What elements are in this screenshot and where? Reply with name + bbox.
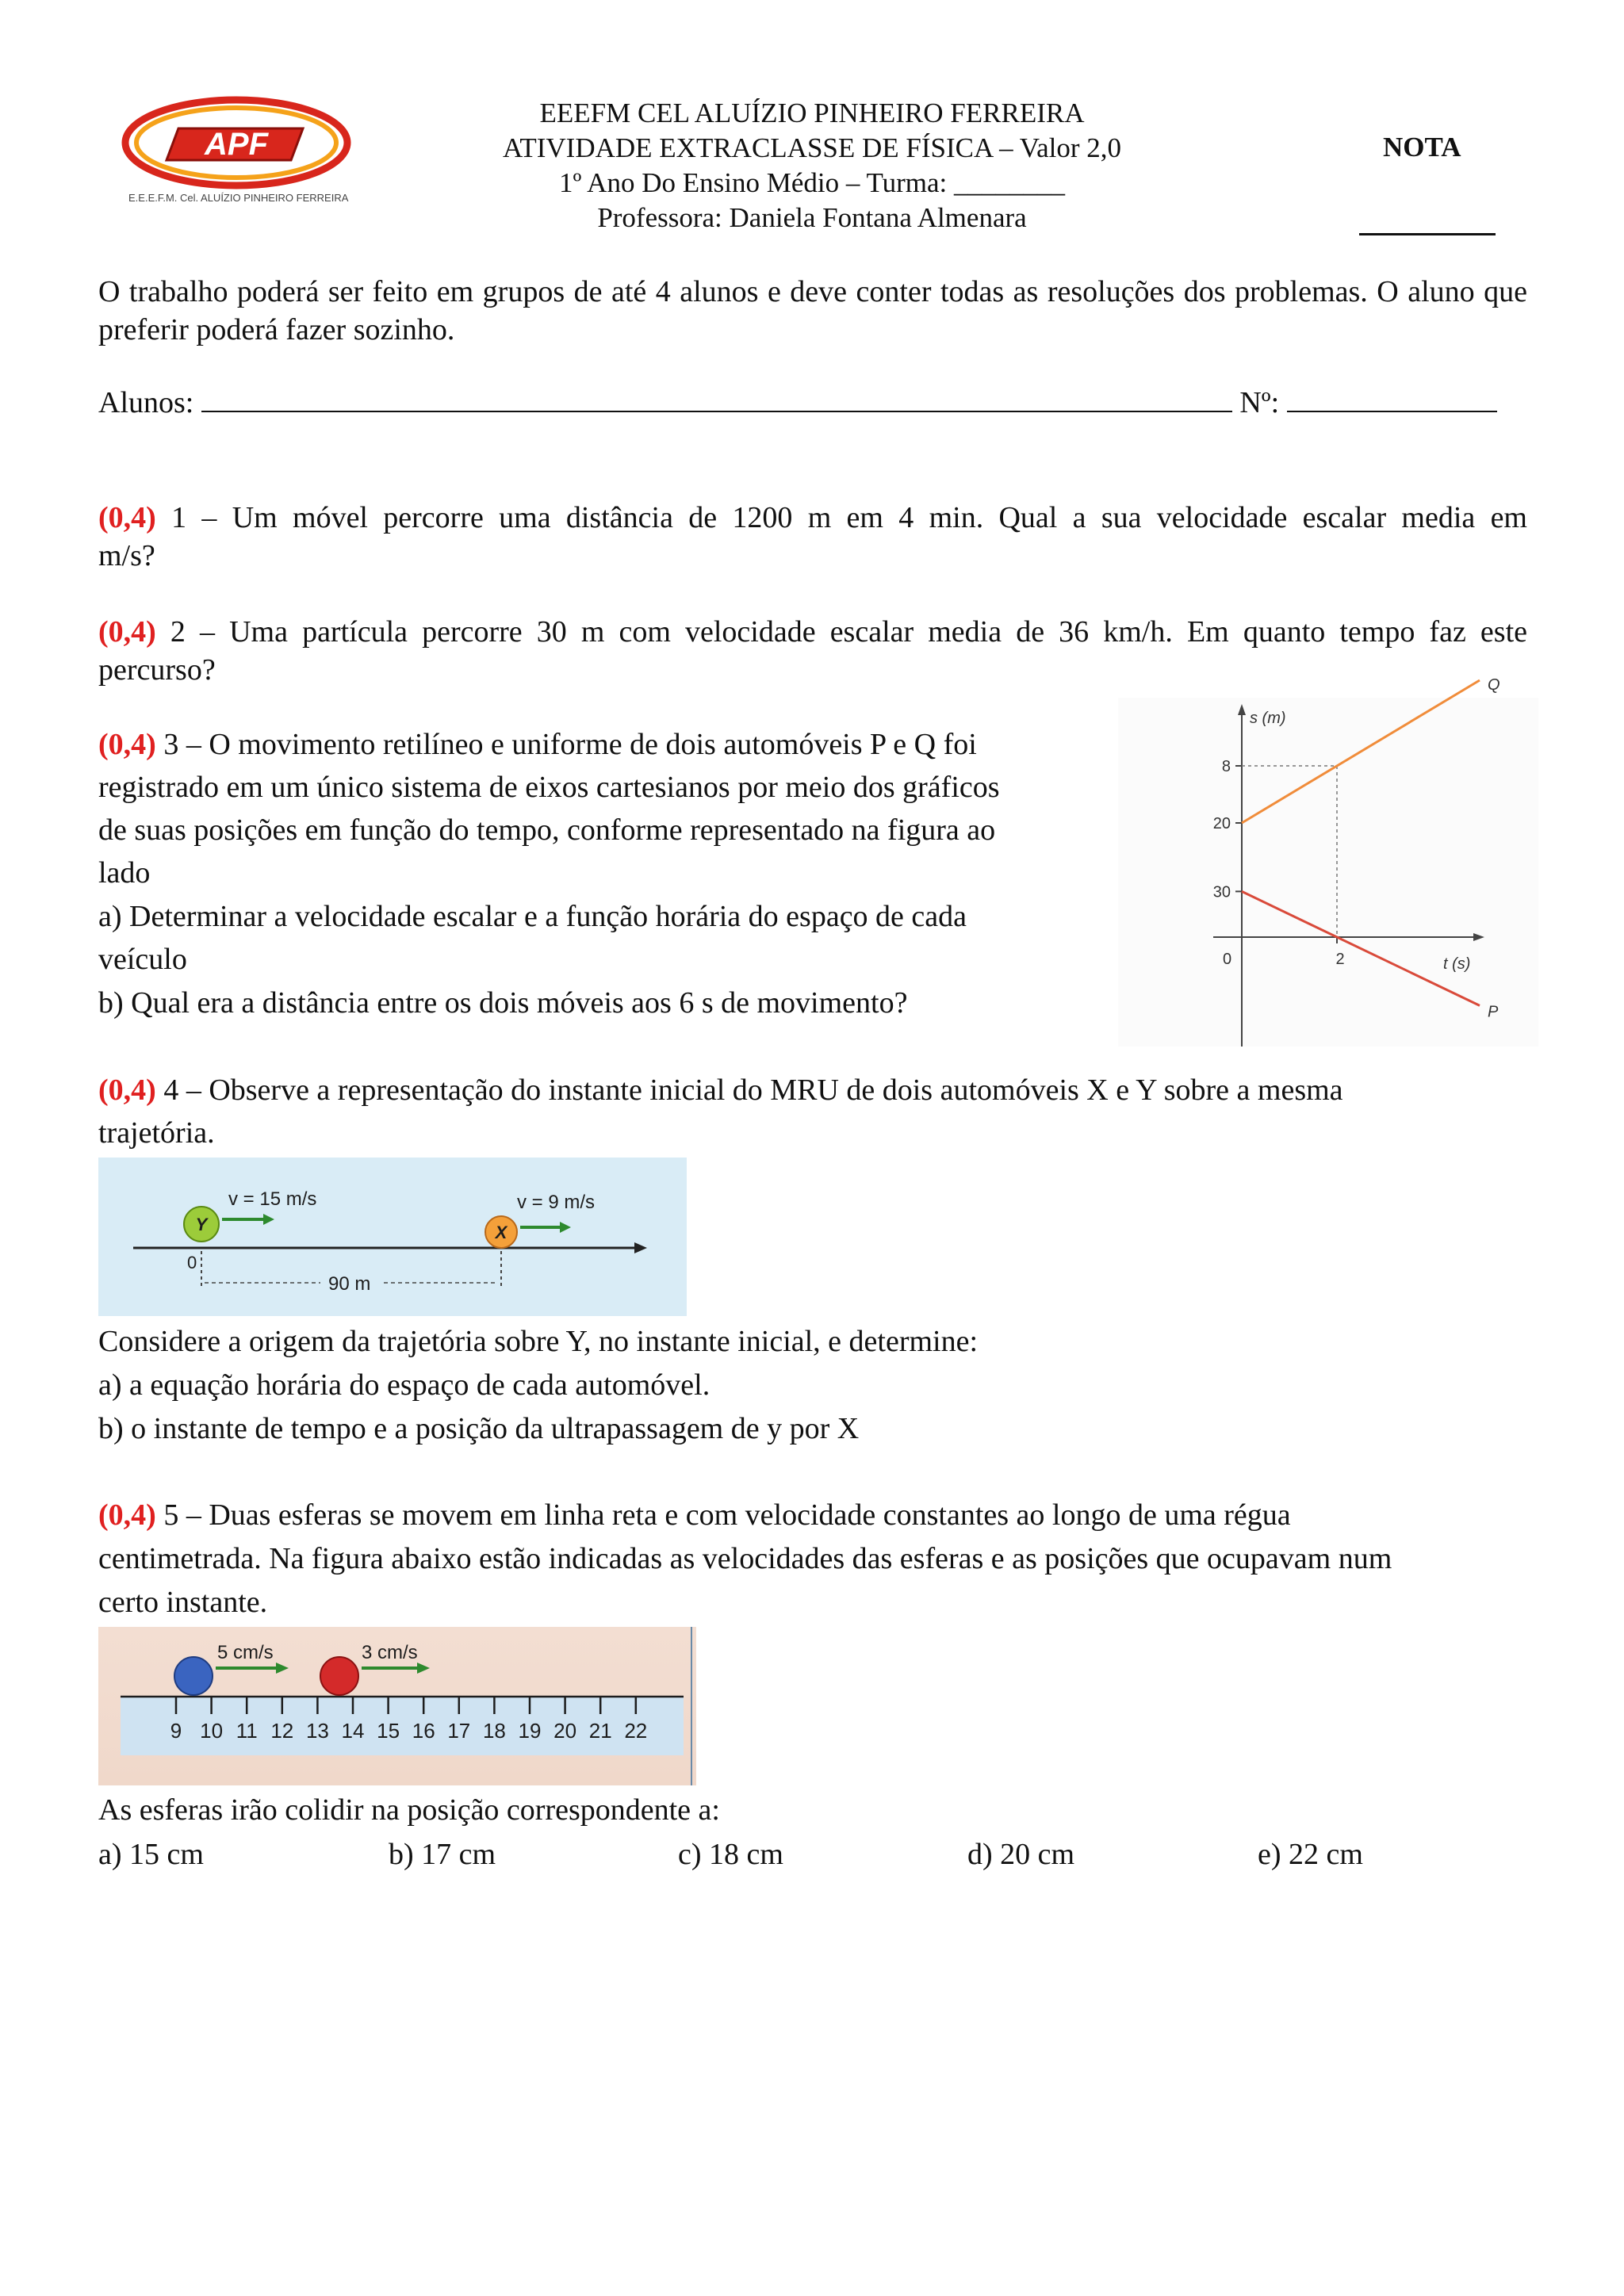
q3-line-4: lado bbox=[98, 856, 151, 890]
ruler-label-9: 9 bbox=[170, 1719, 182, 1743]
velocity-arrowhead-x bbox=[560, 1222, 571, 1233]
q5-prompt: As esferas irão colidir na posição correspondente a: bbox=[98, 1793, 720, 1827]
x-axis-arrow bbox=[1473, 933, 1484, 941]
x-tick-label-2: 2 bbox=[1335, 951, 1345, 968]
nota-label: NOTA bbox=[1383, 132, 1461, 163]
car-y-label: Y bbox=[195, 1215, 208, 1234]
velocity-red-label: 3 cm/s bbox=[362, 1642, 418, 1663]
velocity-arrowhead-blue bbox=[276, 1663, 289, 1674]
q1-text-cont: m/s? bbox=[98, 539, 155, 572]
trajectory-arrow bbox=[634, 1242, 647, 1253]
ruler-label-16: 16 bbox=[412, 1719, 435, 1743]
question-1 bbox=[98, 496, 1527, 539]
q4-points: (0,4) bbox=[98, 1073, 156, 1107]
origin-label: 0 bbox=[1223, 951, 1232, 968]
ruler-label-20: 20 bbox=[553, 1719, 577, 1743]
question-2 bbox=[98, 610, 1527, 653]
option-e[interactable]: e) 22 cm bbox=[1258, 1838, 1363, 1871]
car-x-label: X bbox=[495, 1223, 508, 1242]
q2-text: 2 – Uma partícula percorre 30 m com velocidade escalar media de 36 km/h. Em quanto tempo faz este bbox=[155, 615, 1527, 649]
cars-figure bbox=[98, 1158, 687, 1316]
ruler-label-22: 22 bbox=[624, 1719, 648, 1743]
option-b[interactable]: b) 17 cm bbox=[389, 1838, 496, 1871]
q2-text-cont: percurso? bbox=[98, 653, 216, 687]
ruler-label-19: 19 bbox=[518, 1719, 542, 1743]
option-a[interactable]: a) 15 cm bbox=[98, 1838, 204, 1871]
y-axis-label: s (m) bbox=[1250, 710, 1286, 727]
q4-item-a: a) a equação horária do espaço de cada automóvel. bbox=[98, 1368, 710, 1402]
series-label-q: Q bbox=[1488, 676, 1500, 694]
option-d[interactable]: d) 20 cm bbox=[967, 1838, 1075, 1871]
ruler-label-14: 14 bbox=[341, 1719, 365, 1743]
nota-blank[interactable] bbox=[1359, 233, 1496, 235]
ruler-label-18: 18 bbox=[482, 1719, 506, 1743]
q2-points: (0,4) bbox=[98, 615, 156, 649]
school-name: EEEFM CEL ALUÍZIO PINHEIRO FERREIRA bbox=[539, 98, 1085, 128]
logo-caption: E.E.E.F.M. Cel. ALUÍZIO PINHEIRO FERREIRA bbox=[128, 192, 349, 204]
students-line bbox=[98, 381, 1497, 424]
cars-svg bbox=[98, 1158, 687, 1316]
y-tick-label-20: 20 bbox=[1212, 815, 1231, 832]
intro-text: O trabalho poderá ser feito em grupos de até 4 alunos e deve conter todas as resoluções dos problemas. O aluno que preferir poderá fazer sozinho. bbox=[98, 275, 1527, 346]
ruler-label-17: 17 bbox=[447, 1719, 471, 1743]
grade-line: 1º Ano Do Ensino Médio – Turma: ________ bbox=[559, 167, 1065, 198]
logo-text: APF bbox=[205, 127, 268, 162]
q4-instruction: Considere a origem da trajetória sobre Y, no instante inicial, e determine: bbox=[98, 1325, 979, 1358]
q5-points: (0,4) bbox=[98, 1498, 156, 1532]
ruler-label-13: 13 bbox=[305, 1719, 329, 1743]
q5-text: 5 – Duas esferas se movem em linha reta e com velocidade constantes ao longo de uma régua bbox=[155, 1498, 1291, 1532]
q1-text: 1 – Um móvel percorre uma distância de 1200 m em 4 min. Qual a sua velocidade escalar media em bbox=[155, 501, 1527, 534]
q3-text: 3 – O movimento retilíneo e uniforme de dois automóveis P e Q foi bbox=[155, 728, 977, 761]
red-sphere bbox=[320, 1657, 358, 1695]
q3-line-2: registrado em um único sistema de eixos cartesianos por meio dos gráficos bbox=[98, 771, 1000, 804]
blue-sphere bbox=[174, 1657, 213, 1695]
velocity-blue-label: 5 cm/s bbox=[217, 1642, 274, 1663]
ruler-label-21: 21 bbox=[588, 1719, 612, 1743]
velocity-arrowhead-y bbox=[263, 1214, 274, 1225]
ruler-label-10: 10 bbox=[200, 1719, 224, 1743]
velocity-y-label: v = 15 m/s bbox=[228, 1188, 317, 1210]
q4-item-b: b) o instante de tempo e a posição da ultrapassagem de y por X bbox=[98, 1412, 860, 1445]
option-c[interactable]: c) 18 cm bbox=[678, 1838, 783, 1871]
teacher-line: Professora: Daniela Fontana Almenara bbox=[597, 202, 1027, 233]
y-tick-label-8: 30 bbox=[1212, 883, 1231, 901]
y-tick-label-30: 8 bbox=[1221, 758, 1231, 775]
velocity-x-label: v = 9 m/s bbox=[517, 1192, 596, 1213]
q5-line-2: centimetrada. Na figura abaixo estão indicadas as velocidades das esferas e as posições que ocupavam num bbox=[98, 1542, 1392, 1575]
students-field[interactable] bbox=[201, 382, 1232, 412]
position-time-graph bbox=[1118, 676, 1538, 1047]
ruler-label-12: 12 bbox=[270, 1719, 294, 1743]
question-3 bbox=[98, 723, 977, 766]
q1-points: (0,4) bbox=[98, 501, 156, 534]
q3-item-a: a) Determinar a velocidade escalar e a função horária do espaço de cada bbox=[98, 900, 967, 933]
ruler-label-11: 11 bbox=[236, 1719, 258, 1743]
spheres-ruler-figure bbox=[98, 1627, 696, 1785]
spheres-svg bbox=[98, 1627, 696, 1785]
q3-line-3: de suas posições em função do tempo, conforme representado na figura ao bbox=[98, 813, 996, 847]
q4-text-cont: trajetória. bbox=[98, 1116, 215, 1150]
students-label: Alunos: bbox=[98, 386, 194, 419]
q3-item-a-cont: veículo bbox=[98, 943, 187, 976]
graph-svg bbox=[1118, 676, 1538, 1047]
number-label: Nº: bbox=[1239, 386, 1280, 419]
question-5 bbox=[98, 1494, 1291, 1536]
q3-item-b: b) Qual era a distância entre os dois móveis aos 6 s de movimento? bbox=[98, 986, 908, 1020]
y-axis-arrow bbox=[1238, 704, 1246, 715]
q5-line-3: certo instante. bbox=[98, 1586, 268, 1619]
series-line-p bbox=[1242, 891, 1480, 1005]
q3-points: (0,4) bbox=[98, 728, 156, 761]
velocity-arrowhead-red bbox=[417, 1663, 430, 1674]
question-4 bbox=[98, 1069, 1343, 1112]
series-label-p: P bbox=[1488, 1003, 1499, 1021]
series-line-q bbox=[1242, 680, 1480, 823]
x-axis-label: t (s) bbox=[1443, 955, 1471, 973]
number-field[interactable] bbox=[1287, 382, 1497, 412]
activity-title: ATIVIDADE EXTRACLASSE DE FÍSICA – Valor 2,0 bbox=[502, 132, 1122, 163]
origin-zero: 0 bbox=[187, 1253, 197, 1272]
q4-text: 4 – Observe a representação do instante inicial do MRU de dois automóveis X e Y sobre a mesma bbox=[155, 1073, 1343, 1107]
ruler-label-15: 15 bbox=[377, 1719, 400, 1743]
distance-label: 90 m bbox=[328, 1273, 371, 1295]
